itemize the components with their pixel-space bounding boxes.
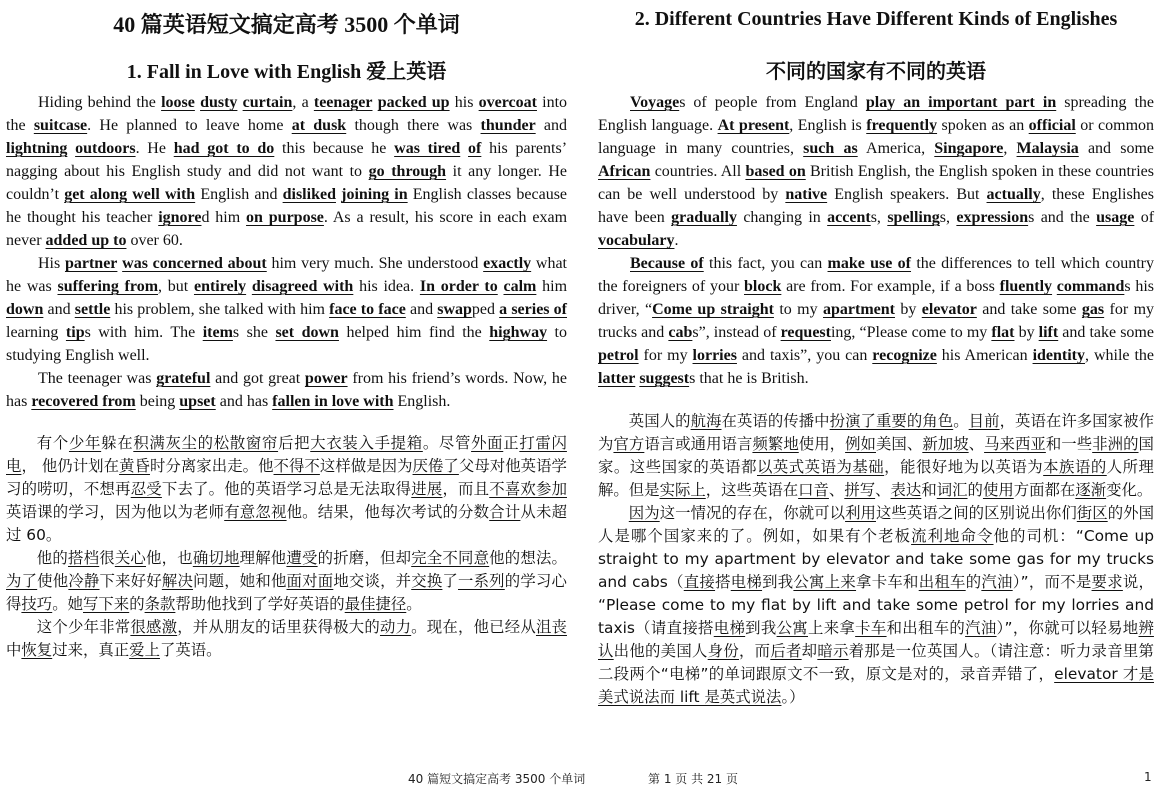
paragraph: Because of this fact, you can make use of the differences to tell which country the foreigners of your block are from. For example, if a boss fluently commands his driver, “Come up straight to my apartment by elevator and take some gas for my trucks and cabs”, instead of requesting, “Please come to my flat by lift and take some petrol for my lorries and taxis”, you can recognize his American identity, while the latter suggests that he is British. xyxy=(598,255,1155,387)
paragraph: The teenager was grateful and got great power from his friend’s words. Now, he has recovered from being upset and has fallen in love with English. xyxy=(6,370,568,410)
paragraph: Hiding behind the loose dusty curtain, a teenager packed up his overcoat into the suitcase. He planned to leave home at dusk though there was thunder and lightning outdoors. He had got to do this because he was tired of his parents’ nagging about his English study and did not want to go through it any longer. He couldn’t get along well with English and disliked joining in English classes because he thought his teacher ignored him on purpose. As a result, his score in each exam never added up to over 60. xyxy=(6,94,568,249)
paragraph: 英国人的航海在英语的传播中扮演了重要的角色。目前，英语在许多国家被作为官方语言或通用语言频繁地使用，例如美国、新加坡、马来西亚和一些非洲的国家。这些国家的英语都以英式英语为基础，能很好地为以英语为本族语的人所理解。但是实际上，这些英语在口音、拼写、表达和词汇的使用方面都在逐渐变化。 xyxy=(598,412,1154,499)
passage-1-chinese xyxy=(6,432,567,662)
section-title-1: 1. Fall in Love with English 爱上英语 xyxy=(126,61,447,83)
paragraph: 因为这一情况的存在，你就可以利用这些英语之间的区别说出你们街区的外国人是哪个国家来的了。例如，如果有个老板流利地命令他的司机：“Come up straight to my apartment by elevator and take some gas for my trucks and cabs（直接搭电梯到我公寓上来拿卡车和出租车的汽油）”，而不是要求说， “Please come to my flat by lift and take some petrol for my lorries and taxis（请直接搭电梯到我公寓上来拿卡车和出租车的汽油）”，你就可以轻易地辨认出他的美国人身份，而后者却暗示着那是一位英国人。（请注意：听力录音里第二段两个“电梯”的单词跟原文不一致，原文是对的，录音弄错了，elevator 才是美式说法而 lift 是英式说法。） xyxy=(598,504,1154,706)
paragraph: 这个少年非常很感激，并从朋友的话里获得极大的动力。现在，他已经从沮丧中恢复过来，真正爱上了英语。 xyxy=(6,618,567,659)
section-title-2-cn: 不同的国家有不同的英语 xyxy=(766,59,986,83)
passage-2-chinese xyxy=(598,410,1154,709)
paragraph: His partner was concerned about him very much. She understood exactly what he was suffering from, but entirely disagreed with his idea. In order to calm him down and settle his problem, she talked with him face to face and swapped a series of learning tips with him. The items she set down helped him find the highway to studying English well. xyxy=(6,255,568,364)
section-title-2: 2. Different Countries Have Different Kinds of Englishes xyxy=(634,8,1118,30)
page-footer xyxy=(0,770,1169,790)
page-counter: 第 1 页 共 21 页 xyxy=(648,772,738,786)
paragraph: Voyages of people from England play an important part in spreading the English language. At present, English is frequently spoken as an official or common language in many countries, such as America, Singapore, Malaysia and some African countries. All based on British English, the English spoken in these countries can be well understood by native English speakers. But actually, these Englishes have been gradually changing in accents, spellings, expressions and the usage of vocabulary. xyxy=(598,94,1155,249)
paragraph: 有个少年躲在积满灰尘的松散窗帘后把大衣装入手提箱。尽管外面正打雷闪电， 他仍计划在黄昏时分离家出走。他不得不这样做是因为厌倦了父母对他英语学习的唠叨，不想再忍受下去了。他的英语学习总是无法取得进展，而且不喜欢参加英语课的学习，因为他以为老师有意忽视他。结果，他每次考试的分数合计从未超过 60。 xyxy=(6,434,567,544)
passage-1-english xyxy=(6,91,567,413)
document-title: 40 篇英语短文搞定高考 3500 个单词 xyxy=(113,12,460,37)
footer-title: 40 篇短文搞定高考 3500 个单词 xyxy=(408,772,586,786)
page-number: 1 xyxy=(1144,770,1152,784)
paragraph: 他的搭档很关心他，也确切地理解他遭受的折磨，但却完全不同意他的想法。为了使他冷静下来好好解决问题，她和他面对面地交谈，并交换了一系列的学习心得技巧。她写下来的条款帮助他找到了学好英语的最佳捷径。 xyxy=(6,549,567,613)
passage-2-english xyxy=(598,91,1154,390)
